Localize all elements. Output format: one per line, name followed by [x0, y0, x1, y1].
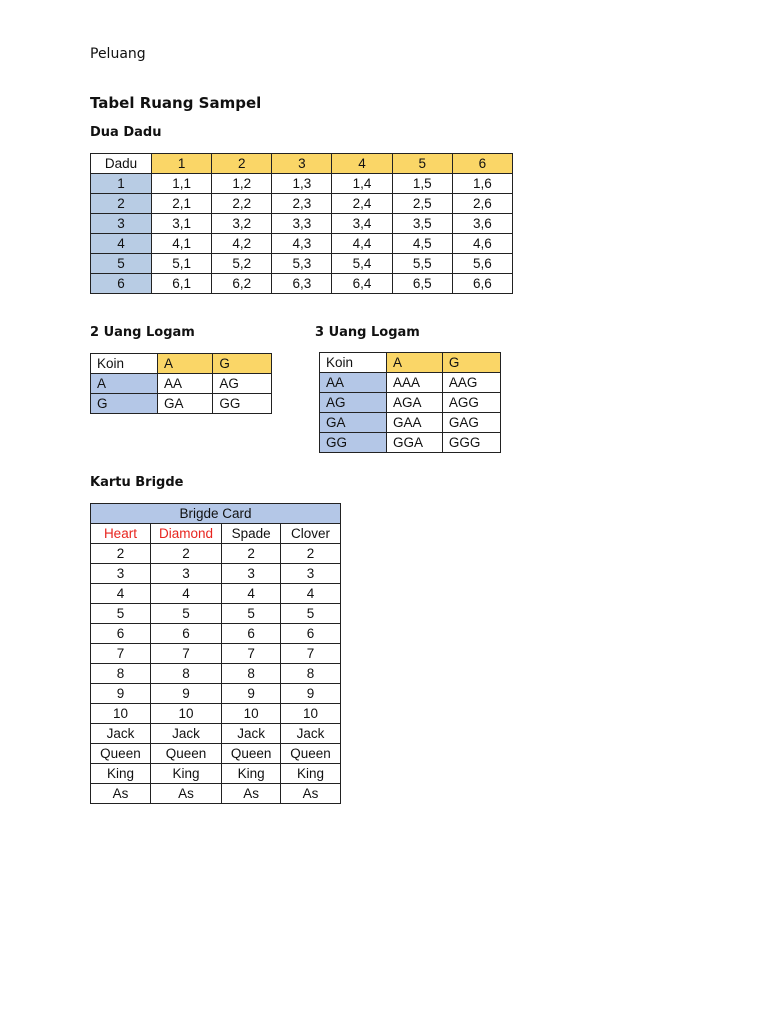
column-header: 4 — [332, 154, 392, 174]
table-cell: 3,1 — [152, 214, 212, 234]
table-row — [91, 704, 341, 724]
row-header: AA — [320, 373, 387, 393]
row-header: GG — [320, 433, 387, 453]
table-cell: King — [281, 764, 341, 784]
table-cell: 7 — [281, 644, 341, 664]
table-row — [91, 374, 272, 394]
table-cell: 10 — [91, 704, 151, 724]
table-row — [91, 394, 272, 414]
table-row — [91, 174, 513, 194]
table-row — [91, 764, 341, 784]
table-cell: Jack — [281, 724, 341, 744]
table-cell: 7 — [150, 644, 221, 664]
row-header: AG — [320, 393, 387, 413]
table-cell: GA — [158, 394, 213, 414]
table-cell: 4,2 — [212, 234, 272, 254]
row-header: 3 — [91, 214, 152, 234]
column-header: 6 — [452, 154, 512, 174]
table-cell: 5 — [150, 604, 221, 624]
table-row — [320, 373, 501, 393]
table-cell: 8 — [91, 664, 151, 684]
table-cell: 1,3 — [272, 174, 332, 194]
table-row — [91, 664, 341, 684]
table-cell: 9 — [91, 684, 151, 704]
table-cell: 2 — [91, 544, 151, 564]
table-cell: 4,1 — [152, 234, 212, 254]
corner-cell: Koin — [91, 354, 158, 374]
table-cell: 9 — [281, 684, 341, 704]
table-cell: 4,5 — [392, 234, 452, 254]
table-cell: 1,6 — [452, 174, 512, 194]
table-cell: 3,2 — [212, 214, 272, 234]
row-header: 2 — [91, 194, 152, 214]
table-cell: 7 — [91, 644, 151, 664]
row-header: G — [91, 394, 158, 414]
coin3-heading: 3 Uang Logam — [315, 325, 420, 340]
table-cell: 3,4 — [332, 214, 392, 234]
table-cell: 3 — [150, 564, 221, 584]
table-row — [320, 393, 501, 413]
table-cell: 3,5 — [392, 214, 452, 234]
table-cell: 6 — [222, 624, 281, 644]
table-cell: Jack — [222, 724, 281, 744]
table-cell: 6,3 — [272, 274, 332, 294]
table-cell: AGG — [442, 393, 500, 413]
table-cell: 2 — [150, 544, 221, 564]
table-row — [91, 544, 341, 564]
table-row — [91, 234, 513, 254]
column-header: A — [387, 353, 443, 373]
table-row — [91, 274, 513, 294]
row-header: 1 — [91, 174, 152, 194]
corner-cell: Koin — [320, 353, 387, 373]
table-cell: Queen — [150, 744, 221, 764]
table-cell: 2,3 — [272, 194, 332, 214]
table-row — [91, 194, 513, 214]
table-row — [91, 684, 341, 704]
table-cell: Queen — [91, 744, 151, 764]
table-cell: As — [222, 784, 281, 804]
table-cell: 4 — [222, 584, 281, 604]
column-header: G — [213, 354, 272, 374]
table-cell: As — [281, 784, 341, 804]
corner-cell: Dadu — [91, 154, 152, 174]
table-cell: Queen — [281, 744, 341, 764]
table-cell: As — [91, 784, 151, 804]
table-cell: 3,6 — [452, 214, 512, 234]
table-row — [91, 214, 513, 234]
table-cell: 2 — [281, 544, 341, 564]
table-cell: 6 — [281, 624, 341, 644]
table-cell: Jack — [91, 724, 151, 744]
suit-header: Diamond — [150, 524, 221, 544]
table-cell: GG — [213, 394, 272, 414]
table-cell: 6,4 — [332, 274, 392, 294]
header-row — [91, 524, 341, 544]
title-row — [91, 504, 341, 524]
row-header: 5 — [91, 254, 152, 274]
table-cell: 2,1 — [152, 194, 212, 214]
table-cell: 2,6 — [452, 194, 512, 214]
table-cell: 6,5 — [392, 274, 452, 294]
table-cell: King — [91, 764, 151, 784]
table-row — [91, 724, 341, 744]
table-cell: 5,4 — [332, 254, 392, 274]
column-header: G — [442, 353, 500, 373]
table-row — [320, 433, 501, 453]
column-header: 3 — [272, 154, 332, 174]
dice-heading: Dua Dadu — [90, 125, 162, 140]
table-cell: GAA — [387, 413, 443, 433]
table-cell: 10 — [222, 704, 281, 724]
table-cell: 1,1 — [152, 174, 212, 194]
table-cell: 4 — [281, 584, 341, 604]
table-cell: 5 — [222, 604, 281, 624]
table-cell: 6 — [150, 624, 221, 644]
suit-header: Heart — [91, 524, 151, 544]
coin2-heading: 2 Uang Logam — [90, 325, 195, 340]
page-header: Peluang — [90, 46, 146, 62]
table-cell: 3 — [222, 564, 281, 584]
table-row — [91, 604, 341, 624]
cards-table — [90, 503, 341, 804]
column-header: 1 — [152, 154, 212, 174]
row-header: 4 — [91, 234, 152, 254]
table-cell: AG — [213, 374, 272, 394]
dice-table — [90, 153, 513, 294]
column-header: 2 — [212, 154, 272, 174]
table-row — [91, 624, 341, 644]
row-header: 6 — [91, 274, 152, 294]
table-cell: 2,4 — [332, 194, 392, 214]
table-cell: 10 — [150, 704, 221, 724]
table-cell: 5,3 — [272, 254, 332, 274]
table-cell: GAG — [442, 413, 500, 433]
table-cell: 9 — [150, 684, 221, 704]
table-cell: GGG — [442, 433, 500, 453]
table-cell: 8 — [222, 664, 281, 684]
table-cell: 1,4 — [332, 174, 392, 194]
table-cell: GGA — [387, 433, 443, 453]
table-cell: 9 — [222, 684, 281, 704]
header-row — [91, 354, 272, 374]
table-cell: AA — [158, 374, 213, 394]
table-title: Brigde Card — [91, 504, 341, 524]
table-cell: Jack — [150, 724, 221, 744]
table-row — [91, 744, 341, 764]
cards-heading: Kartu Brigde — [90, 475, 184, 490]
table-cell: King — [222, 764, 281, 784]
table-cell: 3 — [91, 564, 151, 584]
table-row — [91, 784, 341, 804]
row-header: GA — [320, 413, 387, 433]
coin3-table — [319, 352, 501, 453]
table-cell: 5 — [91, 604, 151, 624]
table-cell: Queen — [222, 744, 281, 764]
table-cell: 6 — [91, 624, 151, 644]
table-cell: 7 — [222, 644, 281, 664]
table-cell: 10 — [281, 704, 341, 724]
table-row — [91, 254, 513, 274]
suit-header: Clover — [281, 524, 341, 544]
table-cell: 6,1 — [152, 274, 212, 294]
table-cell: 4 — [150, 584, 221, 604]
table-cell: 4,3 — [272, 234, 332, 254]
table-cell: 5 — [281, 604, 341, 624]
table-cell: 8 — [281, 664, 341, 684]
table-row — [91, 564, 341, 584]
table-cell: 6,6 — [452, 274, 512, 294]
table-row — [91, 584, 341, 604]
page-title: Tabel Ruang Sampel — [90, 94, 262, 112]
table-cell: 4,4 — [332, 234, 392, 254]
table-cell: 2 — [222, 544, 281, 564]
table-cell: AAG — [442, 373, 500, 393]
table-row — [320, 413, 501, 433]
table-cell: 2,2 — [212, 194, 272, 214]
table-cell: As — [150, 784, 221, 804]
suit-header: Spade — [222, 524, 281, 544]
coin2-table — [90, 353, 272, 414]
table-cell: 5,2 — [212, 254, 272, 274]
table-cell: 3,3 — [272, 214, 332, 234]
table-cell: 4 — [91, 584, 151, 604]
table-cell: King — [150, 764, 221, 784]
table-cell: 8 — [150, 664, 221, 684]
table-cell: 4,6 — [452, 234, 512, 254]
table-cell: AAA — [387, 373, 443, 393]
column-header: 5 — [392, 154, 452, 174]
table-cell: 5,1 — [152, 254, 212, 274]
table-cell: AGA — [387, 393, 443, 413]
table-cell: 5,6 — [452, 254, 512, 274]
table-cell: 5,5 — [392, 254, 452, 274]
header-row — [320, 353, 501, 373]
table-cell: 1,2 — [212, 174, 272, 194]
header-row — [91, 154, 513, 174]
table-cell: 6,2 — [212, 274, 272, 294]
table-cell: 1,5 — [392, 174, 452, 194]
table-cell: 2,5 — [392, 194, 452, 214]
column-header: A — [158, 354, 213, 374]
row-header: A — [91, 374, 158, 394]
table-cell: 3 — [281, 564, 341, 584]
table-row — [91, 644, 341, 664]
